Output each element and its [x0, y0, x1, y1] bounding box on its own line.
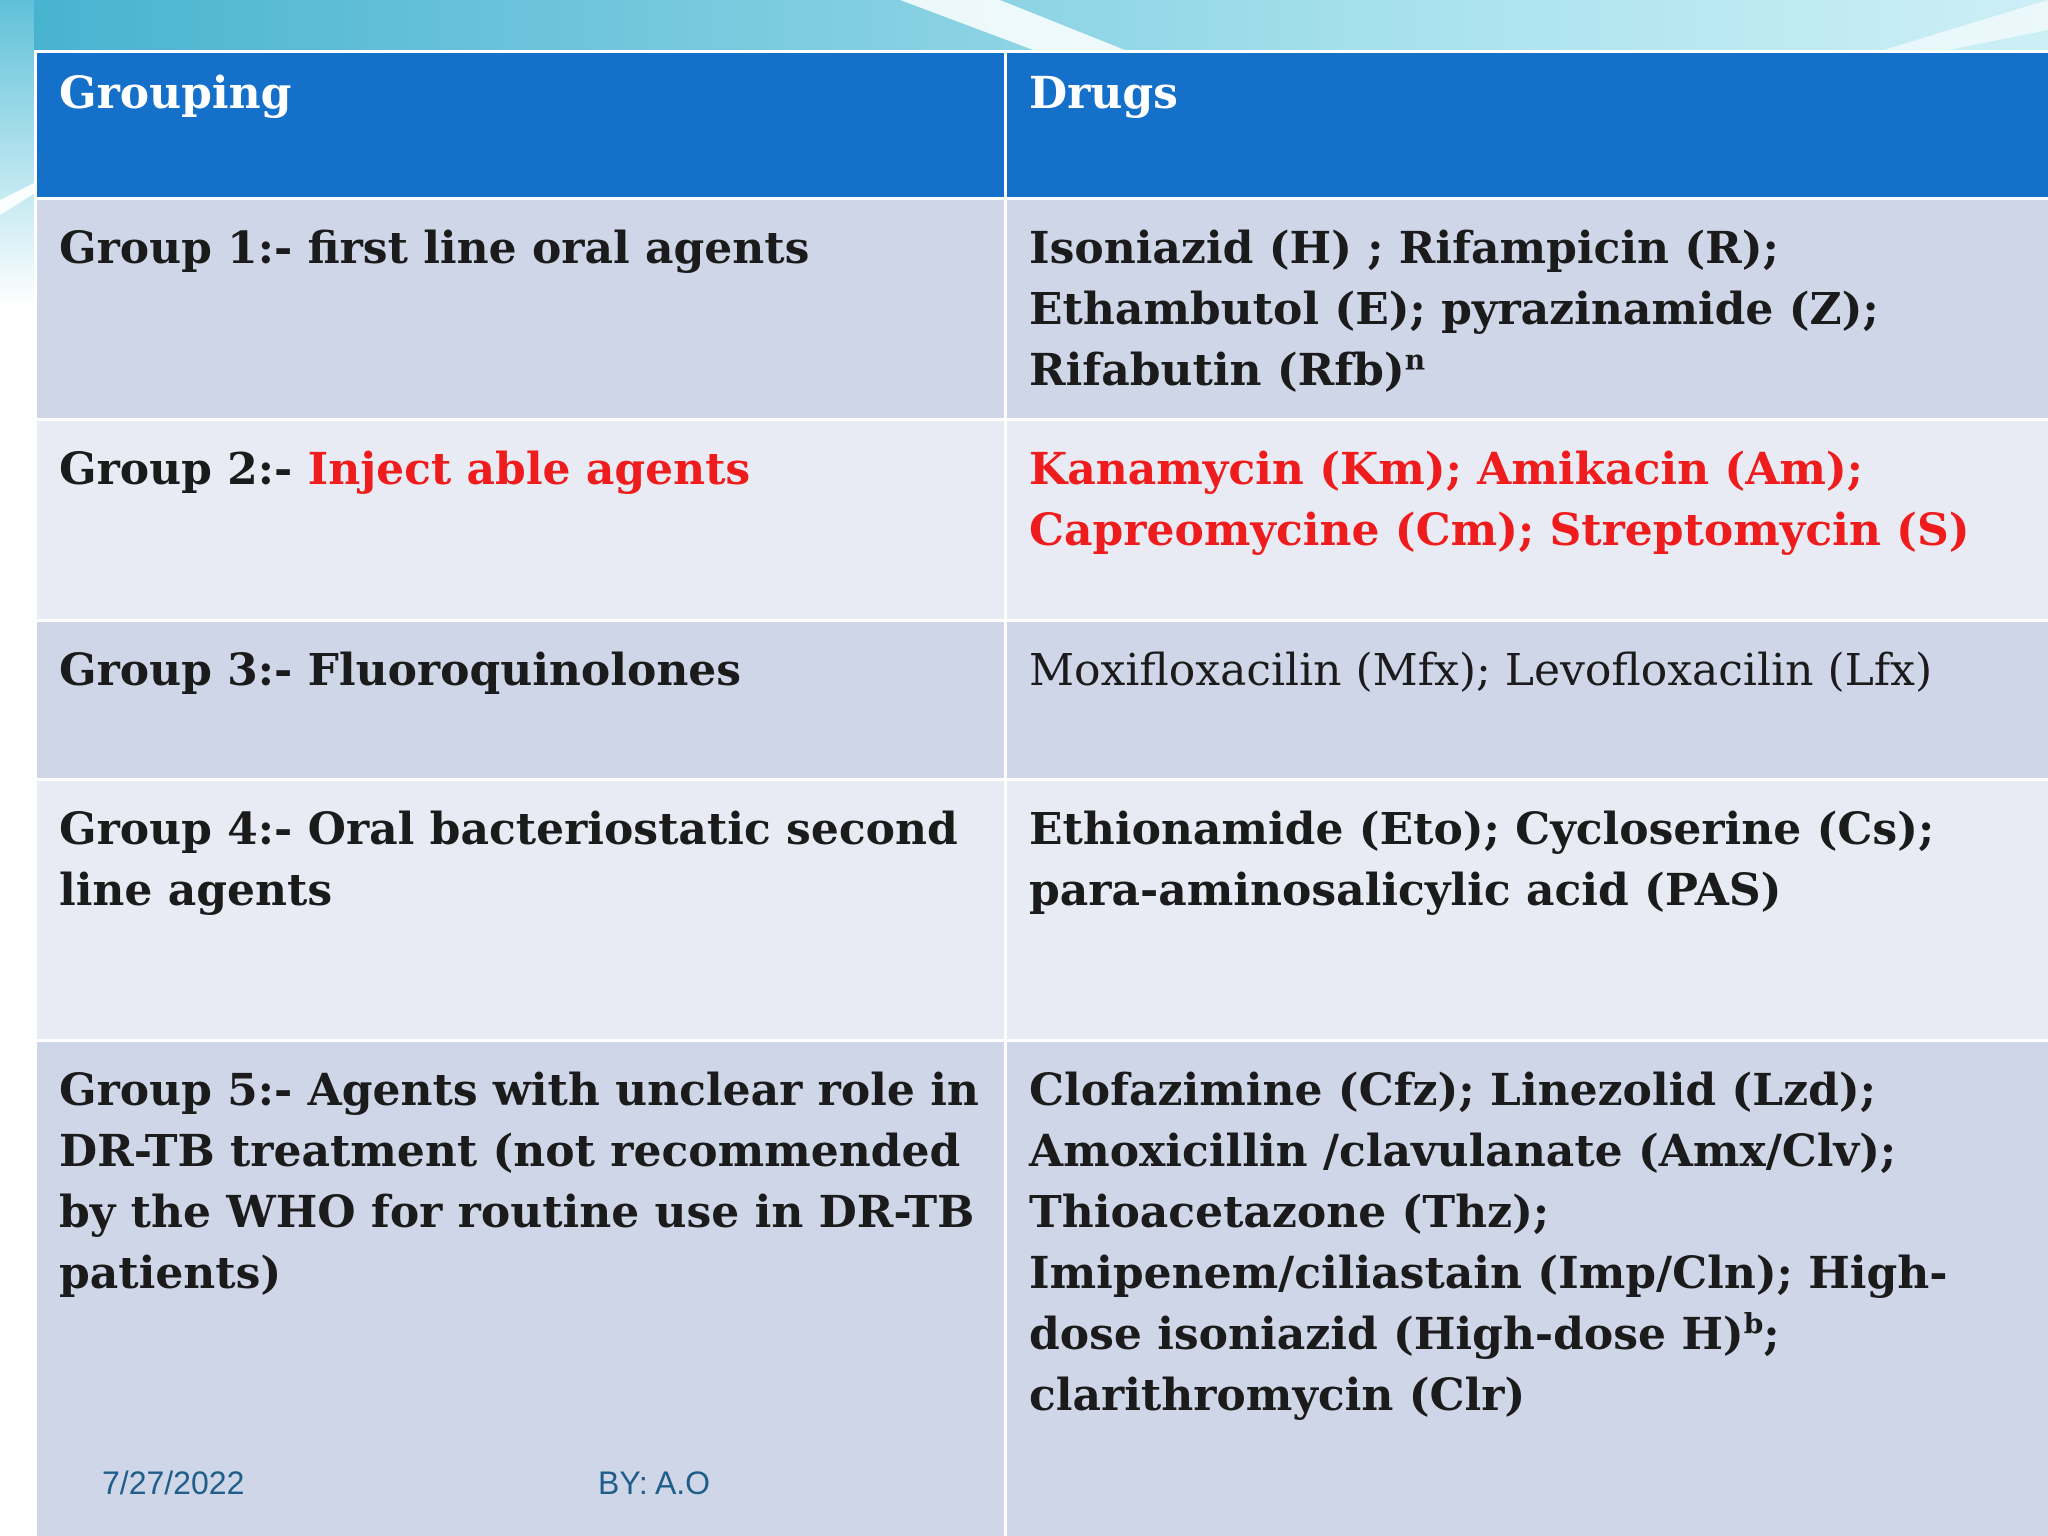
header-grouping: Grouping — [36, 52, 1006, 199]
header-drugs: Drugs — [1006, 52, 2048, 199]
drugs-superscript: n — [1404, 343, 1426, 377]
drugs-text: Isoniazid (H) ; Rifampicin (R); Ethambutol (E); pyrazinamide (Z); Rifabutin (Rfb) — [1029, 223, 1879, 396]
group-prefix: Group 2:- — [59, 444, 308, 495]
group-cell — [36, 199, 1006, 420]
drugs-text: Ethionamide (Eto); Cycloserine (Cs); para-aminosalicylic acid (PAS) — [1029, 804, 1935, 916]
footer-date: 7/27/2022 — [102, 1465, 245, 1501]
group-cell — [36, 621, 1006, 780]
table-row — [36, 780, 2048, 1041]
table-row — [36, 420, 2048, 621]
drugs-cell — [1006, 1041, 2048, 1536]
drugs-text-highlighted: Kanamycin (Km); Amikacin (Am); Capreomycine (Cm); Streptomycin (S) — [1029, 444, 1970, 556]
drug-grouping-table — [34, 50, 2048, 1536]
group-cell — [36, 780, 1006, 1041]
group-prefix: Group 3:- — [59, 645, 308, 696]
drugs-superscript: b — [1743, 1307, 1764, 1341]
table-row — [36, 1041, 2048, 1536]
table-row — [36, 199, 2048, 420]
group-name: Fluoroquinolones — [307, 645, 742, 696]
group-cell — [36, 1041, 1006, 1536]
footer-author: BY: A.O — [598, 1465, 711, 1501]
drugs-cell — [1006, 621, 2048, 780]
drugs-text: Moxifloxacilin (Mfx); Levofloxacilin (Lfx) — [1029, 645, 1933, 696]
group-name: Agents with unclear role in DR-TB treatment (not recommended by the WHO for routine use in DR-TB patients) — [59, 1065, 979, 1299]
drugs-text-continued: ; clarithromycin (Clr) — [1029, 1309, 1780, 1421]
group-name: Oral bacteriostatic second line agents — [59, 804, 958, 916]
group-prefix: Group 4:- — [59, 804, 308, 855]
drugs-cell — [1006, 780, 2048, 1041]
drugs-cell — [1006, 199, 2048, 420]
table-header-row — [36, 52, 2048, 199]
table-row — [36, 621, 2048, 780]
group-prefix: Group 1:- — [59, 223, 308, 274]
group-prefix: Group 5:- — [59, 1065, 308, 1116]
drugs-text: Clofazimine (Cfz); Linezolid (Lzd); Amoxicillin /clavulanate (Amx/Clv); Thioacetazone (Thz); Imipenem/ciliastain (Imp/Cln); High-dose isoniazid (High-dose H) — [1029, 1065, 1948, 1360]
drugs-cell — [1006, 420, 2048, 621]
group-name-highlighted: Inject able agents — [307, 444, 751, 495]
group-name: first line oral agents — [307, 223, 810, 274]
group-cell — [36, 420, 1006, 621]
